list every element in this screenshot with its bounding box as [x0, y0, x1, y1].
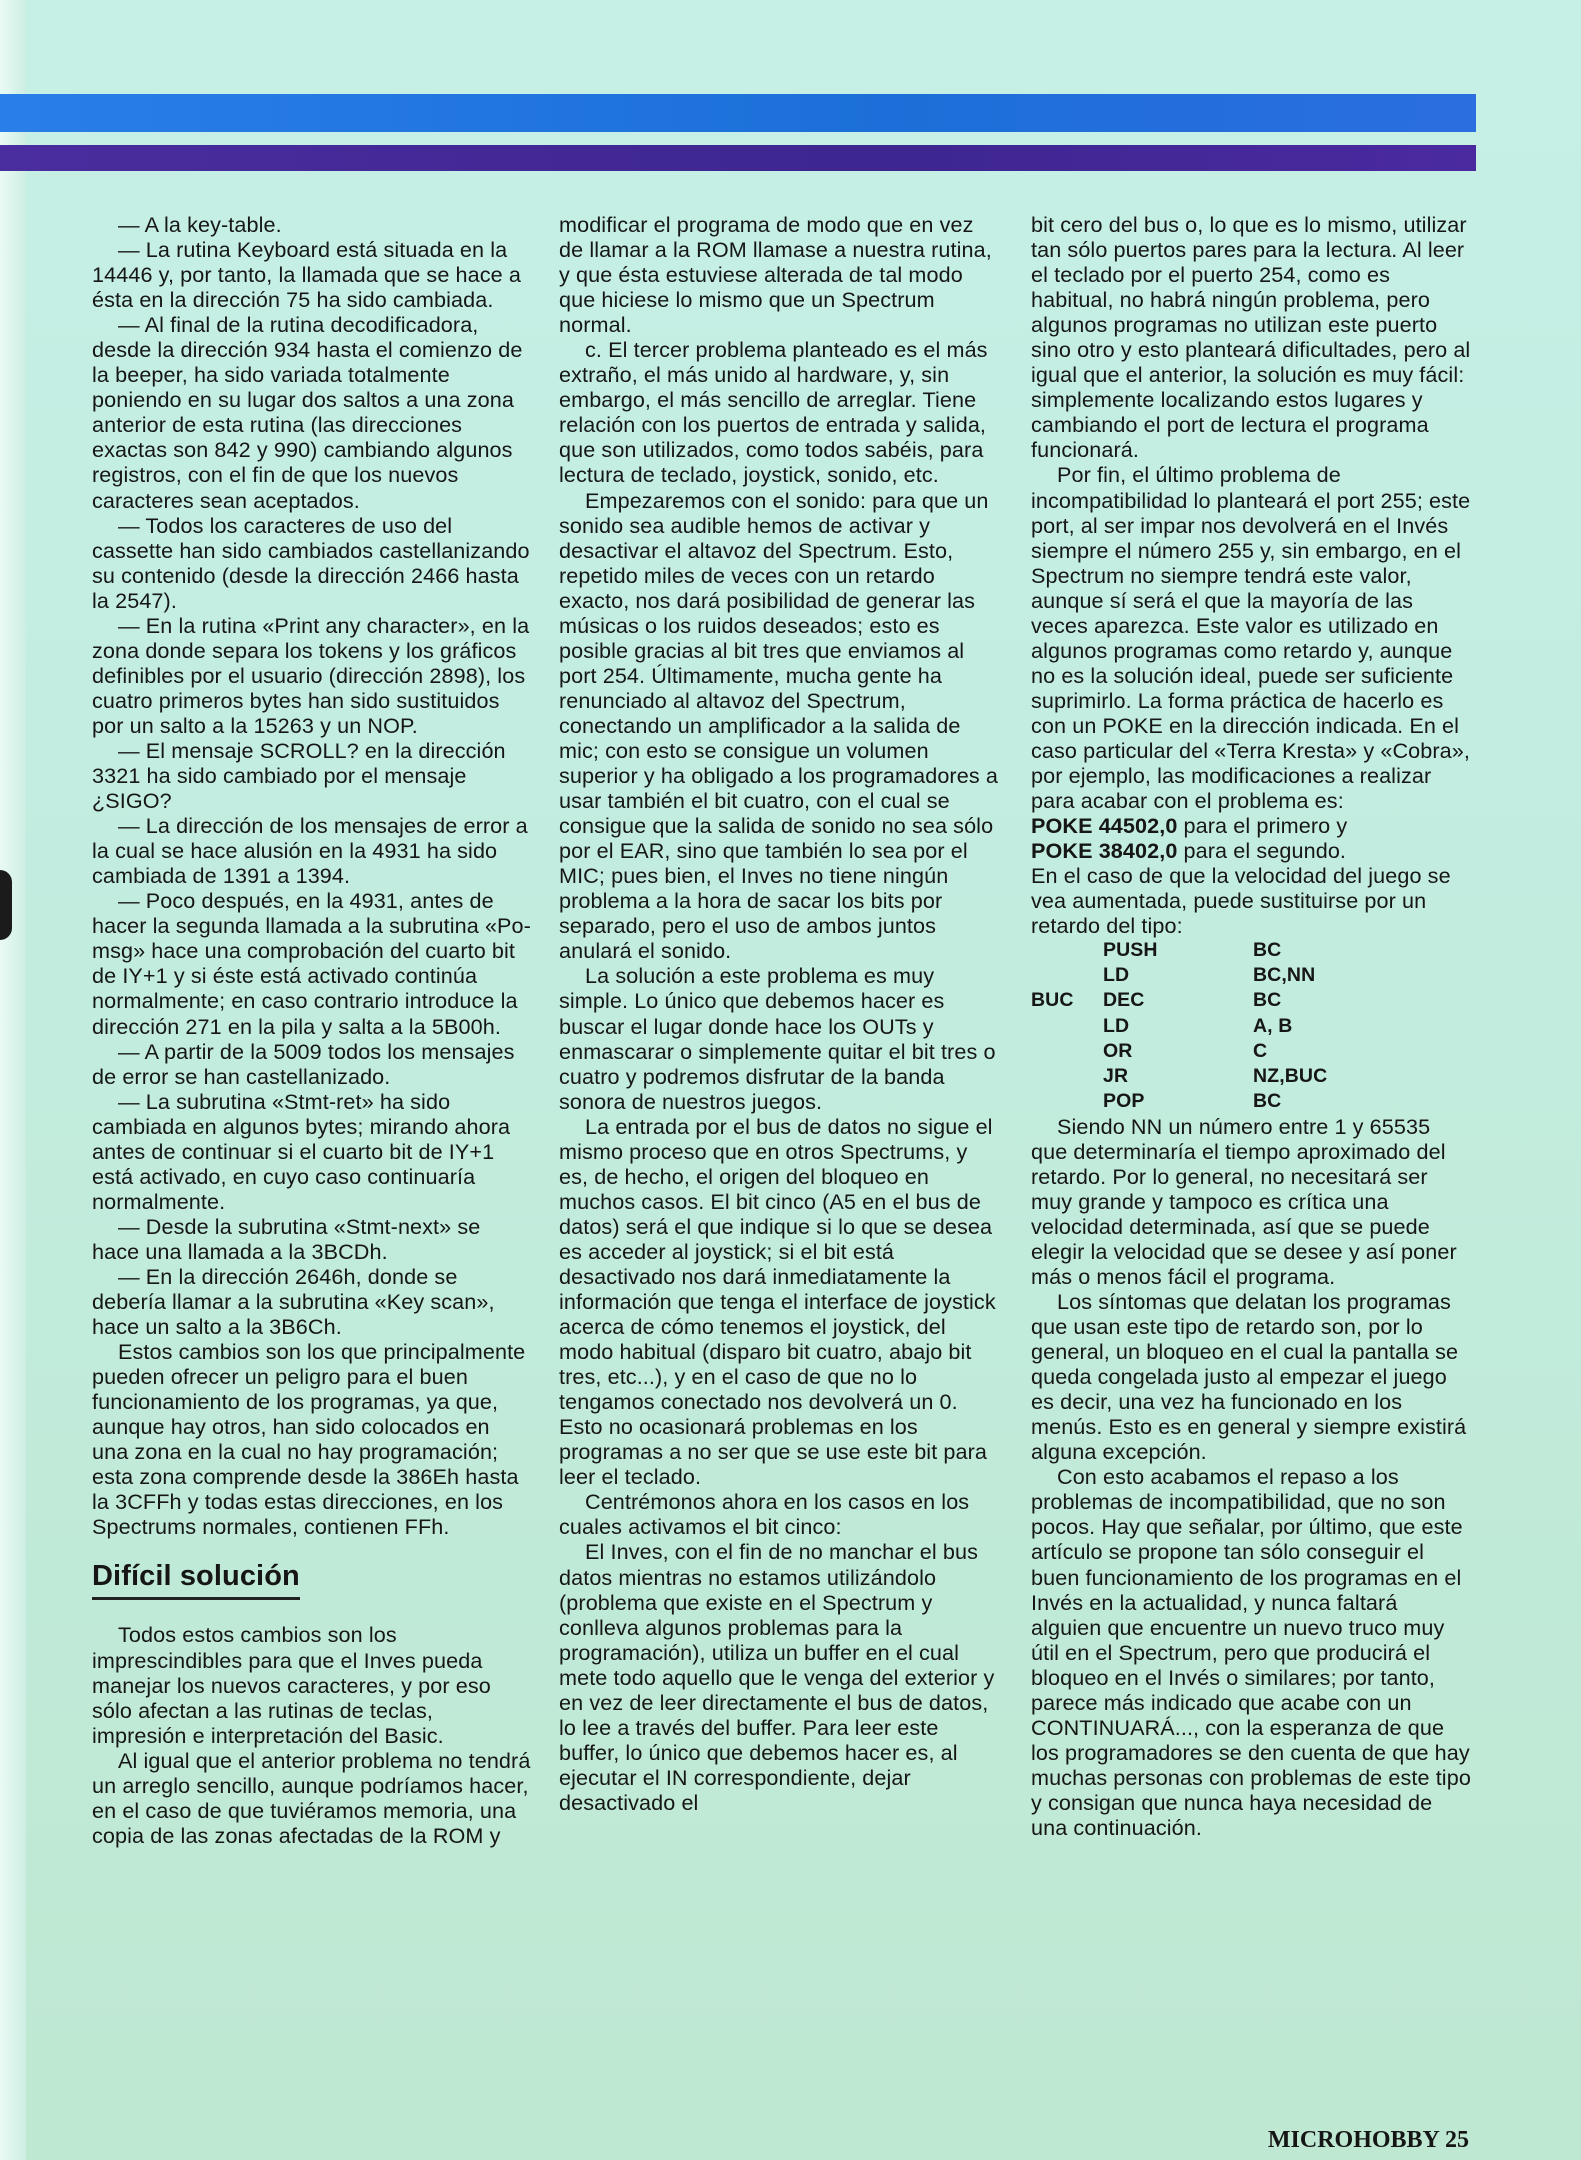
paragraph: Con esto acabamos el repaso a los problemas de incompatibilidad, que no son pocos. Hay que señalar, por último, que este artículo se propone tan sólo conseguir el buen funcionamiento de los programas en el Invés en la actualidad, y nunca faltará alguien que encuentre un nuevo truco muy útil en el Spectrum, pero que producirá el bloqueo en el Invés o similares; por tanto, parece más indicado que acabe con un CONTINUARÁ..., con la esperanza de que los programadores se den cuenta de que hay muchas personas con problemas de este tipo y consigan que nunca haya necesidad de una continuación. [1031, 1464, 1471, 1840]
paragraph: — Desde la subrutina «Stmt-next» se hace una llamada a la 3BCDh. [92, 1213, 481, 1264]
header-blue-bar [0, 94, 1476, 132]
page-left-margin [0, 0, 26, 2160]
paragraph: — Al final de la rutina decodificadora, desde la dirección 934 hasta el comienzo de la beeper, ha sido variada totalmente poniendo en su lugar dos saltos a una zona anterior de esta rutina (las direcciones exactas son 842 y 990) cambiando algunos registros, con el fin de que los nuevos caracteres sean aceptados. [92, 312, 523, 513]
asm-label [1031, 1014, 1103, 1039]
asm-label [1031, 1089, 1103, 1114]
asm-label [1031, 938, 1103, 963]
paragraph: — En la rutina «Print any character», en la zona donde separa los tokens y los gráficos definibles por el usuario (dirección 2898), los cuatro primeros bytes han sido sustituidos por un salto a la 15263 y un NOP. [92, 612, 530, 738]
paragraph: Los síntomas que delatan los programas que usan este tipo de retardo son, por lo general, un bloqueo en el cual la pantalla se queda congelada justo al empezar el juego es decir, una vez ha funcionado en los menús. Esto es en general y siempre existirá alguna excepción. [1031, 1289, 1467, 1465]
paragraph: La entrada por el bus de datos no sigue el mismo proceso que en otros Spectrums, y es, de hecho, el origen del bloqueo en muchos casos. El bit cinco (A5 en el bus de datos) será el que indique si lo que se desea es acceder al joystick; si el bit está desactivado nos dará inmediatamente la información que tenga el interface de joystick acerca de cómo tenemos el joystick, del modo habitual (disparo bit cuatro, abajo bit tres, etc...), y en el caso de que no lo tengamos conectado nos devolverá un 0. Esto no ocasionará problemas en los programas a no ser que se use este bit para leer el teclado. [559, 1113, 996, 1490]
paragraph: — La rutina Keyboard está situada en la 14446 y, por tanto, la llamada que se hace a ésta en la dirección 75 ha sido cambiada. [92, 237, 521, 313]
asm-op: OR [1103, 1039, 1133, 1062]
asm-row [1031, 1014, 1327, 1039]
column-3 [1031, 212, 1471, 1840]
paragraph: — A partir de la 5009 todos los mensajes de error se han castellanizado. [92, 1038, 515, 1089]
paragraph: — La dirección de los mensajes de error a la cual se hace alusión en la 4931 ha sido cambiada de 1391 a 1394. [92, 813, 528, 889]
paragraph: c. El tercer problema planteado es el más extraño, el más unido al hardware, y, sin embargo, el más sencillo de arreglar. Tiene relación con los puertos de entrada y salida, que son utilizados, como todos sabéis, para lectura de teclado, joystick, sonido, etc. [559, 337, 988, 488]
asm-arg: A, B [1253, 1014, 1293, 1037]
paragraph: Estos cambios son los que principalmente pueden ofrecer un peligro para el buen funcionamiento de los programas, ya que, aunque hay otros, han sido colocados en una zona en la cual no hay programación; esta zona comprende desde la 386Eh hasta la 3CFFh y todas estas direcciones, en los Spectrums normales, contienen FFh. [92, 1339, 526, 1540]
assembly-listing [1031, 938, 1327, 1113]
asm-row [1031, 1089, 1327, 1114]
binding-mark [0, 870, 12, 940]
asm-label: BUC [1031, 989, 1074, 1012]
asm-row [1031, 988, 1327, 1013]
asm-arg: BC,NN [1253, 964, 1316, 987]
paragraph: — Todos los caracteres de uso del cassette han sido cambiados castellanizando su contenido (desde la dirección 2466 hasta la 2547). [92, 512, 530, 613]
poke-code: POKE 44502,0 [1031, 813, 1178, 839]
paragraph: Siendo NN un número entre 1 y 65535 que determinaría el tiempo aproximado del retardo. Por lo general, no necesitará ser muy grande y tampoco es crítica una velocidad determinada, así que se puede elegir la velocidad que se desee y así poner más o menos fácil el programa. [1031, 1113, 1457, 1289]
paragraph: La solución a este problema es muy simple. Lo único que debemos hacer es buscar el lugar donde hace los OUTs y enmascarar o simplemente quitar el bit tres o cuatro y podremos disfrutar de la banda sonora de nuestros juegos. [559, 963, 996, 1114]
asm-row [1031, 1064, 1327, 1089]
poke-text: para el primero y [1177, 813, 1348, 839]
paragraph: El Inves, con el fin de no manchar el bus datos mientras no estamos utilizándolo (problema que existe en el Spectrum y conlleva algunos problemas para la programación), utiliza un buffer en el cual mete todo aquello que le venga del exterior y en vez de leer directamente el bus de datos, lo lee a través del buffer. Para leer este buffer, lo único que debemos hacer es, al ejecutar el IN correspondiente, dejar desactivado el [559, 1539, 995, 1815]
magazine-name: MICROHOBBY [1267, 2127, 1439, 2153]
asm-arg: C [1253, 1039, 1268, 1062]
asm-arg: BC [1253, 1089, 1282, 1112]
poke-text: para el segundo. [1177, 838, 1347, 864]
asm-label [1031, 963, 1103, 988]
asm-op: PUSH [1103, 939, 1158, 962]
asm-arg: BC [1253, 939, 1282, 962]
asm-arg: BC [1253, 989, 1282, 1012]
paragraph: En el caso de que la velocidad del juego se vea aumentada, puede sustituirse por un retardo del tipo: [1031, 863, 1451, 939]
paragraph: — En la dirección 2646h, donde se debería llamar a la subrutina «Key scan», hace un salto a la 3B6Ch. [92, 1263, 495, 1340]
paragraph: — Poco después, en la 4931, antes de hacer la segunda llamada a la subrutina «Po-msg» hace una comprobación del cuarto bit de IY+1 y si éste está activado continúa normalmente; en caso contrario introduce la dirección 271 en la pila y salta a la 5B00h. [92, 888, 531, 1039]
column-1 [92, 212, 532, 1848]
paragraph: Empezaremos con el sonido: para que un sonido sea audible hemos de activar y desactivar el altavoz del Spectrum. Esto, repetido miles de veces con un retardo exacto, nos dará posibilidad de generar las músicas o los ruidos deseados; esto es posible gracias al bit tres que enviamos al port 254. Últimamente, mucha gente ha renunciado al altavoz del Spectrum, conectando un amplificador a la salida de mic; con esto se consigue un volumen superior y ha obligado a los programadores a usar también el bit cuatro, con el cual se consigue que la salida de sonido no sea sólo por el EAR, sino que también lo sea por el MIC; pues bien, el Inves no tiene ningún problema a la hora de sacar los bits por separado, pero el uso de ambos juntos anulará el sonido. [559, 487, 998, 964]
paragraph: Al igual que el anterior problema no tendrá un arreglo sencillo, aunque podríamos hacer, en el caso de que tuviéramos memoria, una copia de las zonas afectadas de la ROM y [92, 1747, 531, 1848]
paragraph: Todos estos cambios son los imprescindibles para que el Inves pueda manejar los nuevos caracteres, y por eso sólo afectan a las rutinas de teclas, impresión e interpretación del Basic. [92, 1622, 491, 1748]
paragraph: Por fin, el último problema de incompatibilidad lo planteará el port 255; este port, al ser impar nos devolverá en el Invés siempre el número 255 y, sin embargo, en el Spectrum no siempre tendrá este valor, aunque sí será el que la mayoría de las veces aparezca. Este valor es utilizado en algunos programas como retardo y, aunque no es la solución ideal, puede ser suficiente suprimirlo. La forma práctica de hacerlo es con un POKE en la dirección indicada. En el caso particular del «Terra Kresta» y «Cobra», por ejemplo, las modificaciones a realizar para acabar con el problema es: [1031, 462, 1471, 814]
paragraph: bit cero del bus o, lo que es lo mismo, utilizar tan sólo puertos pares para la lectura. Al leer el teclado por el puerto 254, como es habitual, no habrá ningún problema, pero algunos programas no utilizan este puerto sino otro y esto planteará dificultades, pero al igual que el anterior, la solución es muy fácil: simplemente localizando estos lugares y cambiando el port de lectura el programa funcionará. [1031, 212, 1471, 463]
paragraph: — A la key-table. [118, 212, 282, 237]
asm-op: LD [1103, 1014, 1130, 1037]
asm-op: JR [1103, 1064, 1129, 1087]
asm-arg: NZ,BUC [1253, 1064, 1328, 1087]
page-footer [1268, 2127, 1469, 2154]
asm-row [1031, 963, 1327, 988]
asm-label [1031, 1064, 1103, 1089]
asm-row [1031, 938, 1327, 963]
paragraph: modificar el programa de modo que en vez de llamar a la ROM llamase a nuestra rutina, y que ésta estuviese alterada de tal modo que hiciese lo mismo que un Spectrum normal. [559, 212, 992, 338]
column-2 [559, 212, 999, 1815]
asm-op: LD [1103, 964, 1130, 987]
asm-row [1031, 1039, 1327, 1064]
poke-line [1031, 838, 1471, 863]
paragraph: — El mensaje SCROLL? en la dirección 3321 ha sido cambiado por el mensaje ¿SIGO? [92, 737, 506, 814]
header-purple-bar [0, 145, 1476, 171]
page-number: 25 [1445, 2127, 1469, 2153]
asm-op: POP [1103, 1089, 1145, 1112]
section-heading: Difícil solución [92, 1559, 300, 1600]
asm-label [1031, 1039, 1103, 1064]
poke-line [1031, 813, 1471, 838]
paragraph: Centrémonos ahora en los casos en los cuales activamos el bit cinco: [559, 1489, 970, 1540]
paragraph: — La subrutina «Stmt-ret» ha sido cambiada en algunos bytes; mirando ahora antes de continuar si el cuarto bit de IY+1 está activado, en cuyo caso continuaría normalmente. [92, 1088, 511, 1214]
poke-code: POKE 38402,0 [1031, 838, 1178, 864]
asm-op: DEC [1103, 989, 1145, 1012]
